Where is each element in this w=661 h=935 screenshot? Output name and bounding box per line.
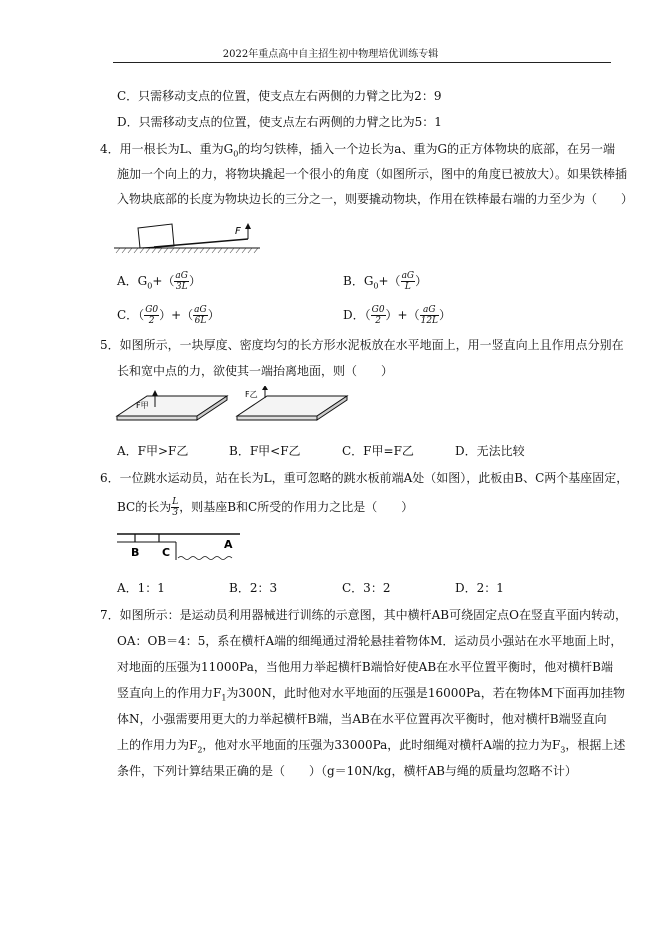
label-b: B (131, 546, 140, 559)
q6-figure-diving-board (114, 528, 244, 562)
q5-option-a: A．F甲>F乙 (117, 444, 189, 458)
q4-option-d: D．（ $\frac{G0}{2}$ ）+（ $\frac{aG}{12L}$ ） (343, 305, 452, 326)
slab-b (237, 386, 347, 420)
q7-line-1: 7．如图所示：是运动员利用器械进行训练的示意图，其中横杆AB可绕固定点O在竖直平面内转动， (100, 608, 627, 622)
q7-line-3: 对地面的压强为11000Pa，当他用力举起横杆B端恰好使AB在水平位置平衡时，他对横杆B端 (117, 660, 613, 674)
q4-figure-lever (114, 222, 264, 254)
q6-line-1: 6．一位跳水运动员，站在长为L，重可忽略的跳水板前端A处（如图），此板由B、C两个基座固定， (100, 471, 629, 485)
q4-option-a: A．$G_0+$（ $\frac{aG}{3L}$ ） (117, 271, 201, 292)
q4-line-2: 施加一个向上的力，将物块撬起一个很小的角度（如图所示，图中的角度已被放大）。如果铁棒插 (117, 167, 628, 181)
q6-line-2: BC的长为 $\frac{L}{3}$ ，则基座B和C所受的作用力之比是（ ） (117, 497, 414, 518)
q7-line-7: 条件，下列计算结果正确的是（ ）（g＝10N/kg，横杆AB与绳的质量均忽略不计） (117, 764, 577, 778)
q5-line-1: 5．如图所示，一块厚度、密度均匀的长方形水泥板放在水平地面上，用一竖直向上且作用点分别在 (100, 338, 624, 352)
q7-line-5: 体N，小强需要用更大的力举起横杆B端，当AB在水平位置再次平衡时，他对横杆B端竖直向 (117, 712, 607, 726)
q3-option-c: C．只需移动支点的位置，使支点左右两侧的力臂之比为2：9 (117, 89, 442, 103)
q5-option-c: C．F甲=F乙 (342, 444, 414, 458)
cube-block (138, 224, 174, 248)
label-a: A (224, 538, 233, 551)
slab-a (117, 390, 227, 420)
q6-option-a: A．1：1 (117, 581, 165, 595)
q5-option-d: D．无法比较 (455, 444, 525, 458)
water-waves (178, 557, 232, 560)
q7-line-4: 竖直向上的作用力$F_1$为300N，此时他对水平地面的压强是16000Pa，若在物体M下面再加挂物 (117, 686, 625, 703)
q5-line-2: 长和宽中点的力，欲使其一端抬离地面，则（ ） (117, 364, 394, 378)
force-label-b: F乙 (245, 390, 258, 399)
q7-line-2: OA：OB＝4：5，系在横杆A端的细绳通过滑轮悬挂着物体M．运动员小强站在水平地面上时， (117, 634, 623, 648)
q4-option-c: C．（ $\frac{G0}{2}$ ）+（ $\frac{aG}{6L}$ ） (117, 305, 220, 326)
q3-option-d: D．只需移动支点的位置，使支点左右两侧的力臂之比为5：1 (117, 115, 442, 129)
q4-line-1: 4．用一根长为L、重为$G_0$的均匀铁棒，插入一个边长为a、重为G的正方体物块的底部，在另一端 (100, 142, 616, 159)
q7-line-6: 上的作用力为$F_2$，他对水平地面的压强为33000Pa，此时细绳对横杆A端的拉力为$F_3$，根据上述 (117, 738, 626, 755)
force-label-a: F甲 (136, 401, 149, 410)
q4-line-3: 入物块底部的长度为物块边长的三分之一，则要撬动物块，作用在铁棒最右端的力至少为（ ） (117, 192, 634, 206)
page-header: 2022年重点高中自主招生初中物理培优训练专辑 (222, 49, 439, 60)
header-rule (113, 62, 611, 63)
label-c: C (162, 546, 171, 559)
q6-option-d: D．2：1 (455, 581, 504, 595)
q4-option-b: B．$G_0+$（ $\frac{aG}{L}$ ） (343, 271, 428, 292)
q5-option-b: B．F甲<F乙 (229, 444, 301, 458)
ground-hatch (116, 248, 258, 253)
q6-option-b: B．2：3 (229, 581, 278, 595)
force-label: F (235, 226, 241, 237)
q6-option-c: C．3：2 (342, 581, 391, 595)
q5-figure-slabs (115, 386, 365, 426)
